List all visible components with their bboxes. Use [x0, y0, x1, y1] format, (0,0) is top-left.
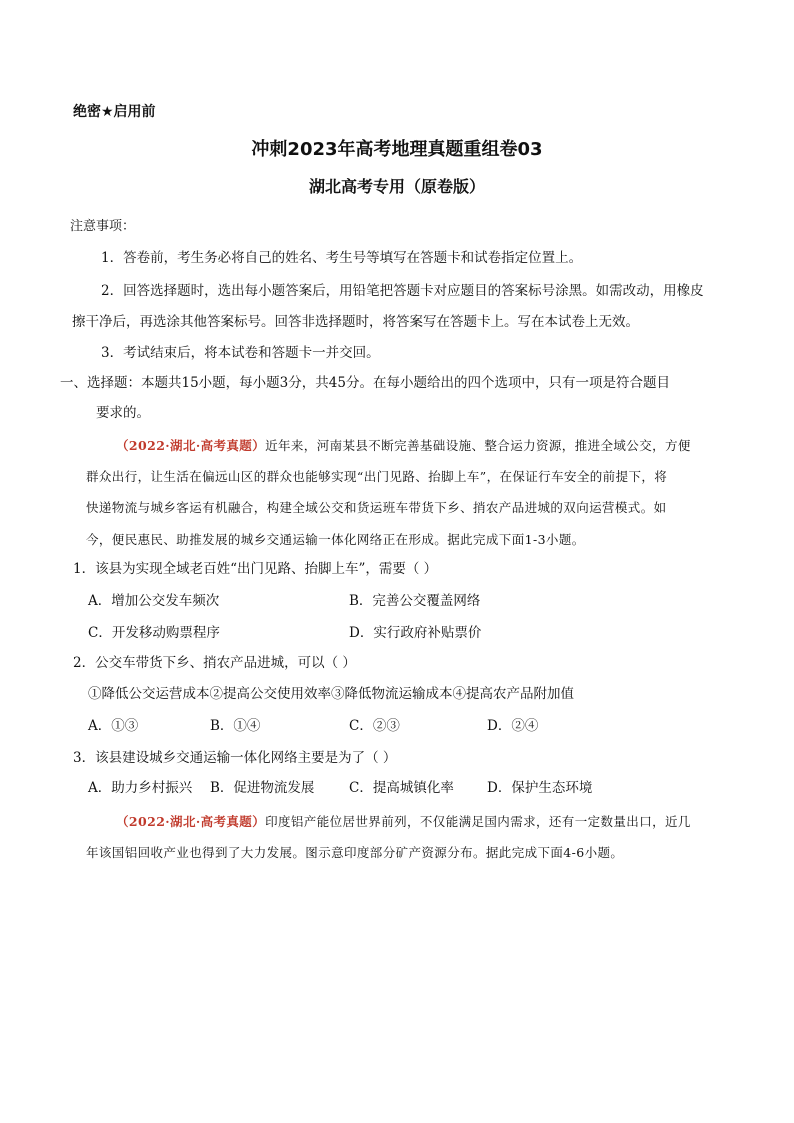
question-2-option-b: B．①④	[210, 718, 261, 734]
note-item-1: 1．答卷前，考生务必将自己的姓名、考生号等填写在答题卡和试卷指定位置上。	[101, 250, 583, 266]
note-item-2-line-1: 2．回答选择题时，选出每小题答案后，用铅笔把答题卡对应题目的答案标号涂黑。如需改动，用橡皮	[101, 283, 704, 299]
note-item-2-line-2: 擦干净后，再选涂其他答案标号。回答非选择题时，将答案写在答题卡上。写在本试卷上无效。	[72, 314, 639, 330]
question-3-stem: 3．该县建设城乡交通运输一体化网络主要是为了（ ）	[73, 750, 397, 766]
question-3-option-b: B．促进物流发展	[210, 780, 315, 796]
question-2-stem: 2．公交车带货下乡、捎农产品进城，可以（ ）	[73, 655, 356, 671]
question-1-option-c: C．开发移动购票程序	[88, 625, 220, 641]
question-3-option-d: D．保护生态环境	[487, 780, 593, 796]
passage-2-line-2: 年该国铝回收产业也得到了大力发展。图示意印度部分矿产资源分布。据此完成下面4-6小题。	[86, 845, 624, 860]
question-3-option-a: A．助力乡村振兴	[88, 780, 193, 796]
question-1-option-d: D．实行政府补贴票价	[349, 625, 482, 641]
passage-1-line-2: 群众出行，让生活在偏远山区的群众也能够实现“出门见路、抬脚上车”，在保证行车安全的前提下，将	[86, 469, 668, 484]
question-1-option-b: B．完善公交覆盖网络	[349, 593, 481, 609]
passage-2-text: 印度铝产能位居世界前列，不仅能满足国内需求，还有一定数量出口，近几	[265, 814, 691, 829]
section-heading: 一、选择题：本题共15小题，每小题3分，共45分。在每小题给出的四个选项中，只有一项是符合题目	[60, 375, 670, 391]
passage-1-text: 近年来，河南某县不断完善基础设施、整合运力资源，推进全域公交，方便	[265, 438, 691, 453]
passage-1-line-1	[116, 436, 691, 456]
passage-1-line-3: 快递物流与城乡客运有机融合，构建全域公交和货运班车带货下乡、捎农产品进城的双向运营模式。如	[86, 500, 667, 515]
passage-1-line-4: 今，便民惠民、助推发展的城乡交通运输一体化网络正在形成。据此完成下面1-3小题。	[86, 532, 585, 547]
page-title: 冲刺2023年高考地理真题重组卷03	[251, 139, 543, 160]
note-item-3: 3．考试结束后，将本试卷和答题卡一并交回。	[101, 345, 380, 361]
secret-label: 绝密★启用前	[73, 104, 156, 120]
section-heading-continued: 要求的。	[96, 405, 150, 421]
question-1-option-a: A．增加公交发车频次	[88, 593, 220, 609]
notes-heading: 注意事项：	[70, 219, 136, 234]
question-2-option-a: A．①③	[88, 718, 139, 734]
question-2-option-d: D．②④	[487, 718, 539, 734]
question-2-option-c: C．②③	[349, 718, 400, 734]
page-subtitle: 湖北高考专用（原卷版）	[308, 177, 485, 196]
passage-2-source: （2022·湖北·高考真题）	[116, 814, 266, 829]
question-2-statements: ①降低公交运营成本②提高公交使用效率③降低物流运输成本④提高农产品附加值	[88, 686, 574, 702]
question-3-option-c: C．提高城镇化率	[349, 780, 454, 796]
passage-2-line-1	[116, 812, 691, 832]
question-1-stem: 1．该县为实现全域老百姓“出门见路、抬脚上车”，需要（ ）	[73, 561, 438, 577]
passage-1-source: （2022·湖北·高考真题）	[116, 438, 266, 453]
